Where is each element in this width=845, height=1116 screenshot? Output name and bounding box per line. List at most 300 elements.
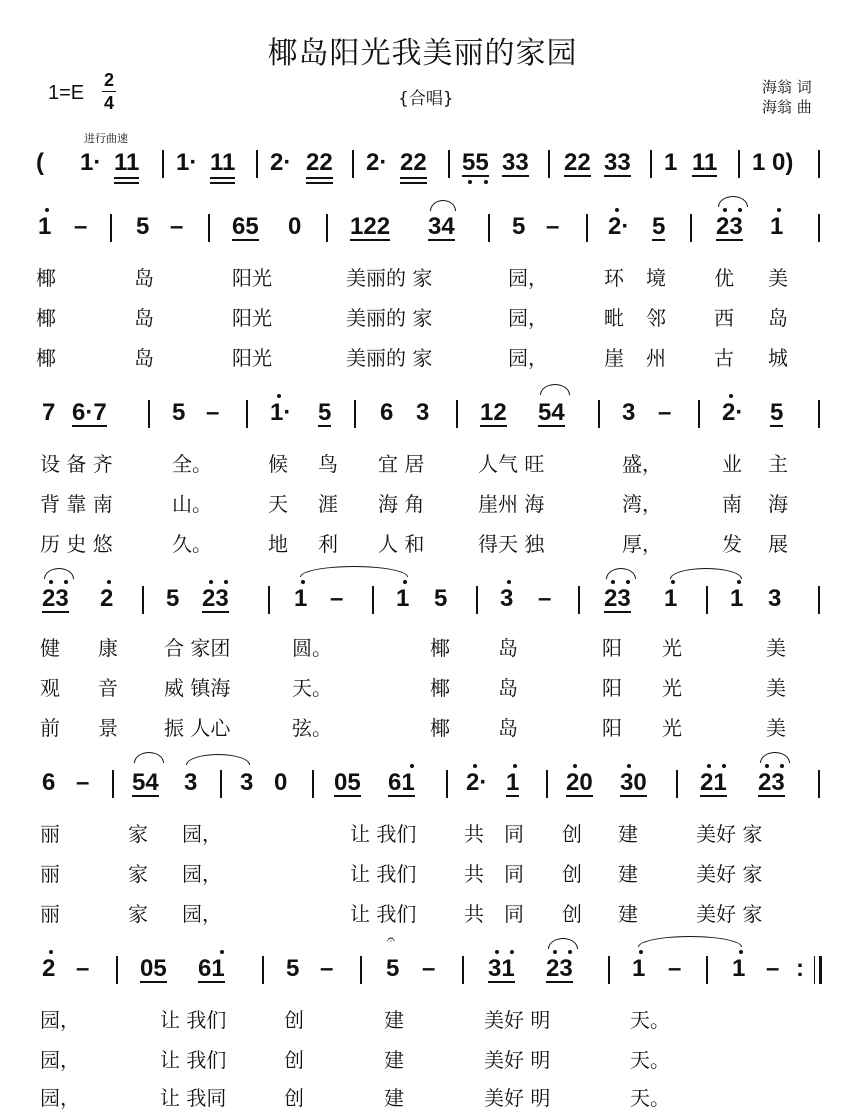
song-title: 椰岛阳光我美丽的家园: [267, 36, 578, 71]
lyric: 古: [714, 346, 734, 370]
key-signature: 1=E: [48, 82, 85, 104]
lyric: 阳: [602, 716, 622, 740]
lyric: 天。: [292, 676, 332, 700]
lyric: 让 我们: [350, 822, 417, 846]
lyric: 创: [284, 1048, 304, 1072]
lyric: 建: [618, 862, 638, 886]
barline: [650, 150, 652, 178]
high-dot: [722, 764, 726, 768]
note: 5: [318, 399, 332, 426]
lyric: 健: [40, 636, 60, 660]
tie: [606, 568, 636, 579]
barline: [268, 586, 270, 614]
time-signature: [102, 70, 116, 113]
barline: [262, 956, 264, 984]
lyric: 园，: [508, 306, 548, 330]
lyricist-credit: 海翁 词: [762, 78, 812, 96]
lyric: 州: [646, 346, 666, 370]
barline: [818, 214, 820, 242]
note: 5: [136, 213, 150, 240]
lyric: 美好 明: [484, 1008, 551, 1032]
note: –: [74, 213, 88, 240]
barline: [256, 150, 258, 178]
lyric: 同: [504, 822, 524, 846]
note: 1: [730, 585, 744, 612]
lyric: 全。: [172, 452, 212, 476]
tie: [300, 566, 408, 577]
low-dot: [484, 180, 488, 184]
high-dot: [553, 950, 557, 954]
lyric: 业: [722, 452, 742, 476]
lyric: 山。: [172, 492, 212, 516]
repeat-dots: :: [796, 955, 804, 982]
note: –: [76, 955, 90, 982]
note: 23: [604, 585, 631, 612]
lyric: 美好 家: [696, 822, 763, 846]
lyric: 振 人心: [164, 716, 231, 740]
lyric: 园，: [508, 346, 548, 370]
lyric: 美好 明: [484, 1086, 551, 1110]
barline: [326, 214, 328, 242]
tie: [540, 384, 570, 395]
barline: [448, 150, 450, 178]
high-dot: [615, 208, 619, 212]
lyric: 光: [662, 636, 682, 660]
lyric: 美: [766, 676, 786, 700]
lyric: 创: [284, 1086, 304, 1110]
barline: [354, 400, 356, 428]
lyric: 让 我们: [160, 1008, 227, 1032]
note: 05: [140, 955, 167, 982]
barline: [360, 956, 362, 984]
note: –: [170, 213, 184, 240]
lyric: 丽: [40, 902, 60, 926]
note: –: [422, 955, 436, 982]
lyric: 天。: [630, 1048, 670, 1072]
lyric: 美: [766, 716, 786, 740]
note: 31: [488, 955, 515, 982]
high-dot: [507, 580, 511, 584]
note: 2: [42, 955, 56, 982]
lyric: 南: [722, 492, 742, 516]
lyric: 湾，: [622, 492, 662, 516]
high-dot: [777, 208, 781, 212]
lyric: 共: [464, 822, 484, 846]
lyric: 景: [98, 716, 118, 740]
high-dot: [410, 764, 414, 768]
tie: [638, 936, 742, 947]
note: 1: [396, 585, 410, 612]
lyric: 建: [618, 822, 638, 846]
performance-style: {合唱}: [398, 89, 454, 109]
time-signature-top: 2: [103, 70, 114, 90]
lyric: 美: [768, 266, 788, 290]
lyric: 园，: [508, 266, 548, 290]
note: 1: [632, 955, 646, 982]
lyric: 岛: [498, 716, 518, 740]
high-dot: [729, 394, 733, 398]
lyric: 家: [128, 902, 148, 926]
lyric: 同: [504, 902, 524, 926]
note: –: [76, 769, 90, 796]
high-dot: [209, 580, 213, 584]
lyric: 创: [562, 902, 582, 926]
lyric: 椰: [36, 306, 56, 330]
note: 2: [100, 585, 114, 612]
lyric: 创: [562, 862, 582, 886]
note: 11: [210, 149, 236, 176]
lyric: 创: [562, 822, 582, 846]
high-dot: [671, 580, 675, 584]
note: 5: [512, 213, 526, 240]
note: 30: [620, 769, 647, 796]
barline: [818, 150, 820, 178]
high-dot: [49, 580, 53, 584]
barline: [698, 400, 700, 428]
lyric: 崖: [604, 346, 624, 370]
note: 61: [198, 955, 225, 982]
note: –: [546, 213, 560, 240]
lyric: 美丽的 家: [346, 266, 433, 290]
lyric: 建: [618, 902, 638, 926]
note: 3: [416, 399, 430, 426]
note: 12: [480, 399, 507, 426]
note: 33: [604, 149, 631, 176]
barline: [578, 586, 580, 614]
barline: [112, 770, 114, 798]
high-dot: [49, 950, 53, 954]
barline: [608, 956, 610, 984]
high-dot: [611, 580, 615, 584]
lyric: 阳光: [232, 306, 272, 330]
lyric: 城: [768, 346, 788, 370]
note: 5: [770, 399, 784, 426]
note: 34: [428, 213, 455, 240]
lyric: 候: [268, 452, 288, 476]
note: 5: [172, 399, 186, 426]
barline: [246, 400, 248, 428]
note: 11: [692, 149, 718, 176]
barline: [818, 400, 820, 428]
note: 54: [538, 399, 565, 426]
note: 22: [306, 149, 333, 176]
high-dot: [224, 580, 228, 584]
lyric: 家: [128, 862, 148, 886]
lyric: 岛: [498, 636, 518, 660]
note: 23: [758, 769, 785, 796]
lyric: 利: [318, 532, 338, 556]
note: 65: [232, 213, 259, 240]
note: 23: [716, 213, 743, 240]
high-dot: [277, 394, 281, 398]
lyric: 建: [384, 1086, 404, 1110]
high-dot: [707, 764, 711, 768]
note: 1: [664, 149, 678, 176]
lyric: 美: [766, 636, 786, 660]
lyric: 共: [464, 902, 484, 926]
lyric: 光: [662, 716, 682, 740]
note: 22: [400, 149, 427, 176]
high-dot: [403, 580, 407, 584]
lyric: 阳: [602, 676, 622, 700]
lyric: 椰: [430, 636, 450, 660]
barline: [476, 586, 478, 614]
barline: [488, 214, 490, 242]
lyric: 天。: [630, 1086, 670, 1110]
lyric: 邻: [646, 306, 666, 330]
lyric: 久。: [172, 532, 212, 556]
barline: [706, 586, 708, 614]
lyric: 椰: [430, 716, 450, 740]
lyric: 威 镇海: [164, 676, 231, 700]
barline: [548, 150, 550, 178]
note: 1·: [270, 399, 292, 426]
note: 61: [388, 769, 415, 796]
lyric: 美丽的 家: [346, 346, 433, 370]
note: 122: [350, 213, 391, 240]
lyric: 园，: [182, 862, 222, 886]
composer-credit: 海翁 曲: [762, 98, 812, 116]
lyric: 毗: [604, 306, 624, 330]
high-dot: [573, 764, 577, 768]
note: 20: [566, 769, 593, 796]
note: 0: [274, 769, 288, 796]
tie: [134, 752, 164, 763]
high-dot: [473, 764, 477, 768]
note: 2·: [270, 149, 292, 176]
lyric: 涯: [318, 492, 338, 516]
high-dot: [301, 580, 305, 584]
note: 3: [184, 769, 198, 796]
lyric: 海: [768, 492, 788, 516]
lyric: 弦。: [292, 716, 332, 740]
high-dot: [510, 950, 514, 954]
lyric: 椰: [36, 266, 56, 290]
lyric: 发: [722, 532, 742, 556]
lyric: 天: [268, 492, 288, 516]
note: 5: [652, 213, 666, 240]
high-dot: [639, 950, 643, 954]
lyric: 椰: [430, 676, 450, 700]
lyric: 阳光: [232, 346, 272, 370]
lyric: 家: [128, 822, 148, 846]
tie: [718, 196, 748, 207]
lyric: 岛: [134, 346, 154, 370]
lyric: 地: [268, 532, 288, 556]
lyric: 环: [604, 266, 624, 290]
barline: [676, 770, 678, 798]
barline: [110, 214, 112, 242]
note: 1: [506, 769, 520, 796]
lyric: 阳光: [232, 266, 272, 290]
high-dot: [780, 764, 784, 768]
note: 23: [202, 585, 229, 612]
lyric: 岛: [768, 306, 788, 330]
note: –: [538, 585, 552, 612]
lyric: 展: [768, 532, 788, 556]
high-dot: [107, 580, 111, 584]
lyric: 让 我们: [350, 862, 417, 886]
barline: [690, 214, 692, 242]
high-dot: [723, 208, 727, 212]
tie: [670, 568, 742, 579]
lyric: 椰: [36, 346, 56, 370]
note: 21: [700, 769, 727, 796]
barline: [546, 770, 548, 798]
note: 2·: [722, 399, 744, 426]
barline: [220, 770, 222, 798]
lyric: 美好 明: [484, 1048, 551, 1072]
lyric: 园，: [40, 1048, 80, 1072]
lyric: 历 史 悠: [40, 532, 113, 556]
tie: [430, 200, 456, 211]
lyric: 美好 家: [696, 902, 763, 926]
lyric: 人气 旺: [478, 452, 545, 476]
lyric: 境: [646, 266, 666, 290]
barline: [706, 956, 708, 984]
tempo-marking: 进行曲速: [84, 132, 128, 145]
barline: [148, 400, 150, 428]
lyric: 阳: [602, 636, 622, 660]
lyric: 光: [662, 676, 682, 700]
lyric: 圆。: [292, 636, 332, 660]
note: –: [658, 399, 672, 426]
barline: [372, 586, 374, 614]
note: 5: [386, 955, 400, 982]
lyric: 丽: [40, 822, 60, 846]
lyric: 前: [40, 716, 60, 740]
note: 5: [286, 955, 300, 982]
note: –: [320, 955, 334, 982]
lyric: 音: [98, 676, 118, 700]
barline: [352, 150, 354, 178]
high-dot: [220, 950, 224, 954]
high-dot: [568, 950, 572, 954]
note: 11: [114, 149, 140, 176]
lyric: 园，: [40, 1086, 80, 1110]
note: 1·: [80, 149, 102, 176]
tie: [44, 568, 74, 579]
note: 2·: [366, 149, 388, 176]
note: 1: [732, 955, 746, 982]
note: 3: [500, 585, 514, 612]
lyric: 共: [464, 862, 484, 886]
note: 0: [288, 213, 302, 240]
lyric: 建: [384, 1048, 404, 1072]
note: 1: [294, 585, 308, 612]
note: –: [330, 585, 344, 612]
high-dot: [626, 580, 630, 584]
high-dot: [739, 950, 743, 954]
lyric: 让 我同: [160, 1086, 227, 1110]
barline: [142, 586, 144, 614]
barline: [116, 956, 118, 984]
barline: [312, 770, 314, 798]
note: 2·: [608, 213, 630, 240]
lyric: 园，: [182, 822, 222, 846]
lyric: 鸟: [318, 452, 338, 476]
lyric: 建: [384, 1008, 404, 1032]
note: 05: [334, 769, 361, 796]
note: 2·: [466, 769, 488, 796]
lyric: 天。: [630, 1008, 670, 1032]
lyric: 厚，: [622, 532, 662, 556]
high-dot: [737, 580, 741, 584]
lyric: 园，: [182, 902, 222, 926]
note: (: [36, 149, 44, 176]
note: 1: [770, 213, 784, 240]
note: 54: [132, 769, 159, 796]
barline: [738, 150, 740, 178]
high-dot: [45, 208, 49, 212]
lyric: 岛: [134, 306, 154, 330]
note: 3: [240, 769, 254, 796]
low-dot: [468, 180, 472, 184]
note: 22: [564, 149, 591, 176]
lyric: 园，: [40, 1008, 80, 1032]
barline: [818, 770, 820, 798]
time-signature-bottom: 4: [103, 93, 114, 113]
lyric: 海 角: [378, 492, 425, 516]
lyric: 设 备 齐: [40, 452, 113, 476]
tie: [548, 938, 578, 949]
note: 23: [546, 955, 573, 982]
lyric: 人 和: [378, 532, 425, 556]
note: 55: [462, 149, 489, 176]
note: 6: [380, 399, 394, 426]
high-dot: [738, 208, 742, 212]
barline: [818, 586, 820, 614]
high-dot: [495, 950, 499, 954]
high-dot: [513, 764, 517, 768]
note: 1: [38, 213, 52, 240]
note: 7: [42, 399, 56, 426]
note: 33: [502, 149, 529, 176]
high-dot: [765, 764, 769, 768]
lyric: 崖州 海: [478, 492, 545, 516]
note: 5: [434, 585, 448, 612]
lyric: 岛: [498, 676, 518, 700]
final-barline: [814, 956, 822, 984]
lyric: 优: [714, 266, 734, 290]
note: 1: [664, 585, 678, 612]
lyric: 主: [768, 452, 788, 476]
lyric: 合 家团: [164, 636, 231, 660]
note: 5: [166, 585, 180, 612]
high-dot: [64, 580, 68, 584]
note: 6: [42, 769, 56, 796]
note: 23: [42, 585, 69, 612]
fermata-icon: 𝄐: [387, 932, 395, 948]
lyric: 宜 居: [378, 452, 425, 476]
note: 1 0): [752, 149, 794, 176]
lyric: 创: [284, 1008, 304, 1032]
lyric: 岛: [134, 266, 154, 290]
lyric: 让 我们: [350, 902, 417, 926]
barline: [586, 214, 588, 242]
barline: [162, 150, 164, 178]
tie: [186, 754, 250, 765]
tie: [760, 752, 790, 763]
lyric: 背 靠 南: [40, 492, 113, 516]
note: 3: [768, 585, 782, 612]
barline: [208, 214, 210, 242]
barline: [456, 400, 458, 428]
note: 3: [622, 399, 636, 426]
note: –: [668, 955, 682, 982]
note: –: [766, 955, 780, 982]
barline: [462, 956, 464, 984]
